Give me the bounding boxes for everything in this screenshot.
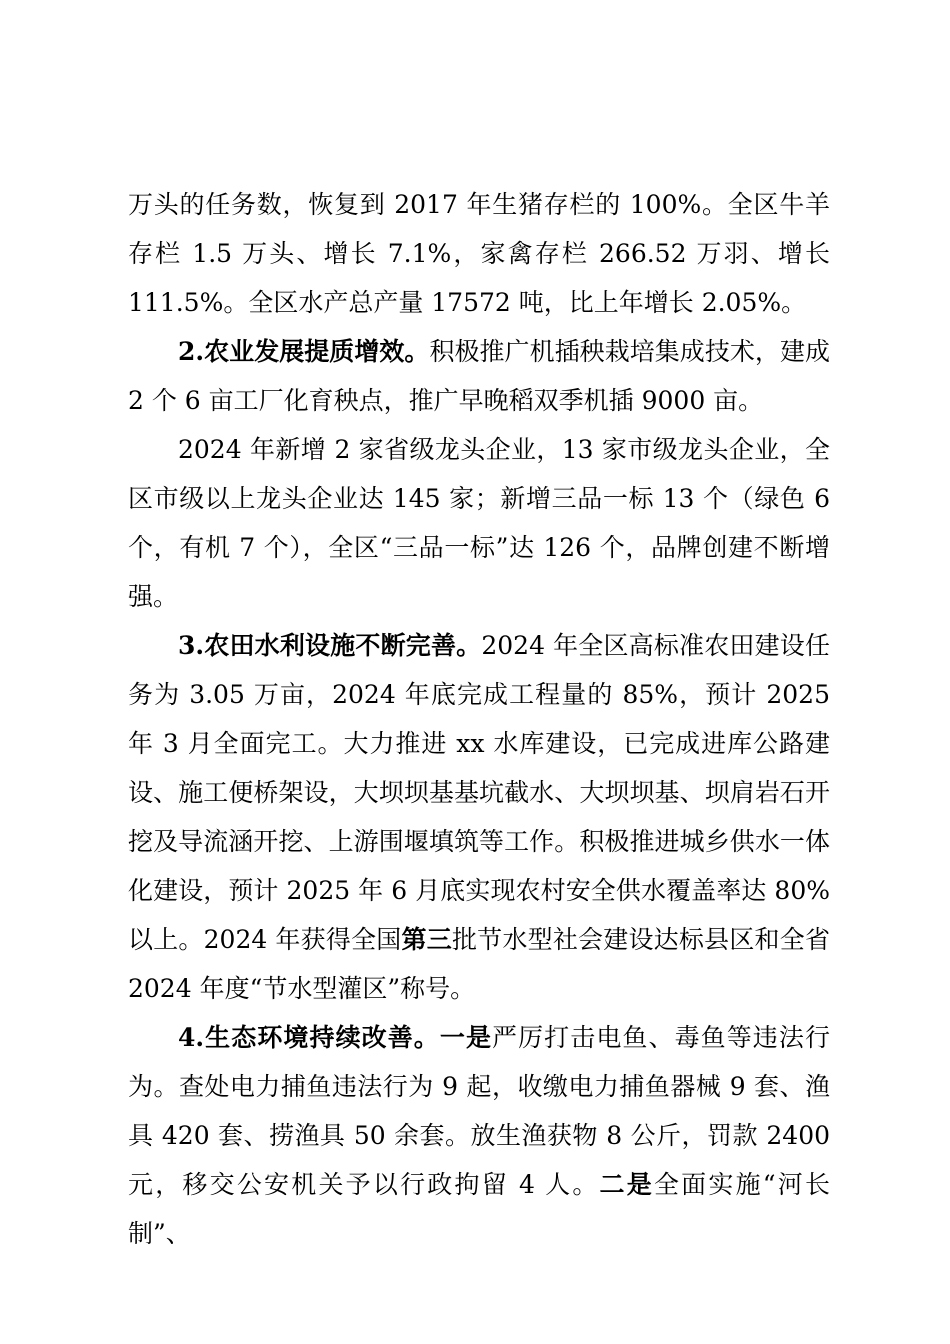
paragraph-ecology [128,1013,830,1258]
emphasis-third: 第三 [401,925,452,954]
paragraph-text: 严厉打击电鱼、毒鱼等违法行为。查处电力捕鱼违法行为 9 起，收缴电力捕鱼器械 9 套、渔具 420 套、捞渔具 50 余套。放生渔获物 8 公斤，罚款 2400 元，移交公安机关予以行政拘留 4 人。 [128,1023,830,1199]
document-body [128,180,830,1258]
paragraph-water-conservancy [128,621,830,1013]
paragraph-enterprises [128,425,830,621]
paragraph-text: 2024 年全区高标准农田建设任务为 3.05 万亩，2024 年底完成工程量的 85%，预计 2025 年 3 月全面完工。大力推进 xx 水库建设，已完成进库公路建设、施工便桥架设，大坝坝基基坑截水、大坝坝基、坝肩岩石开挖及导流涵开挖、上游围堰填筑等工作。积极推进城乡供水一体化建设，预计 2025 年 6 月底实现农村安全供水覆盖率达 80%以上。2024 年获得全国 [128,631,830,954]
paragraph-text: 全面实施“河长制”、 [128,1170,830,1248]
paragraph-text: 2024 年新增 2 家省级龙头企业，13 家市级龙头企业，全区市级以上龙头企业达 145 家；新增三品一标 13 个（绿色 6 个，有机 7 个），全区“三品一标”达 126 个，品牌创建不断增强。 [128,435,830,611]
paragraph-agri-quality [128,327,830,425]
paragraph-text: 万头的任务数，恢复到 2017 年生猪存栏的 100%。全区牛羊存栏 1.5 万头、增长 7.1%，家禽存栏 266.52 万羽、增长 111.5%。全区水产总产量 17572 吨，比上年增长 2.05%。 [128,190,830,317]
paragraph-text: 积极推广机插秧栽培集成技术，建成 2 个 6 亩工厂化育秧点，推广早晚稻双季机插 9000 亩。 [128,337,830,415]
emphasis-first: 一是 [439,1023,493,1052]
emphasis-second: 二是 [599,1170,654,1199]
section-heading-water-conservancy: 3.农田水利设施不断完善。 [178,631,482,660]
section-heading-ecology: 4.生态环境持续改善。 [178,1023,440,1052]
section-heading-agri-quality: 2.农业发展提质增效。 [178,337,430,366]
paragraph-livestock [128,180,830,327]
paragraph-text: 批节水型社会建设达标县区和全省 2024 年度“节水型灌区”称号。 [128,925,830,1003]
